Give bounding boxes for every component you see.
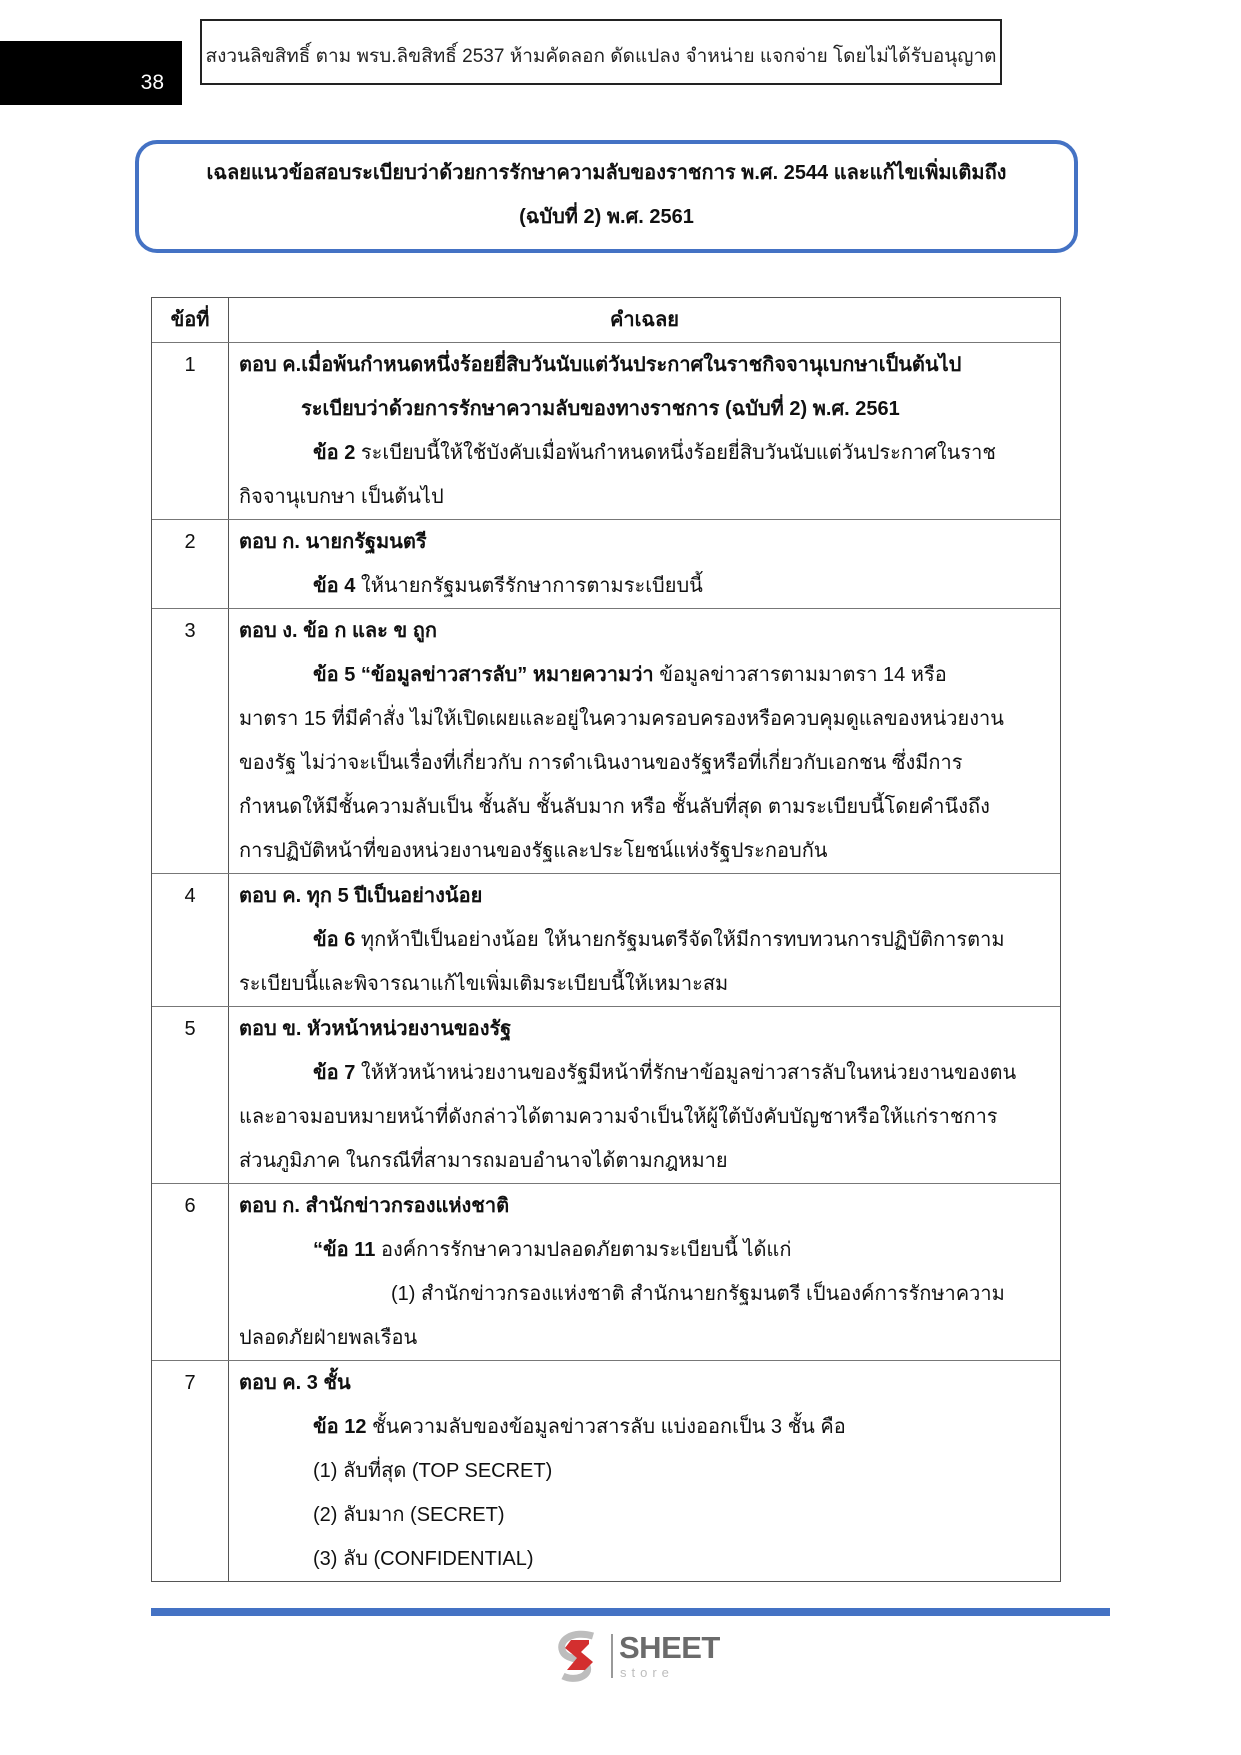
answer-bold-text: ข้อ 6 — [313, 929, 356, 951]
answer-bold-text: ตอบ ค.เมื่อพ้นกำหนดหนึ่งร้อยยี่สิบวันนับแต่วันประกาศในราชกิจจานุเบกษาเป็นต้นไป — [239, 354, 962, 376]
question-number: 1 — [152, 343, 229, 519]
answer-line — [239, 1316, 1050, 1360]
answer-text: กำหนดให้มีชั้นความลับเป็น ชั้นลับ ชั้นลับมาก หรือ ชั้นลับที่สุด ตามระเบียบนี้โดยคำนึงถึง — [239, 796, 990, 818]
logo-separator — [611, 1634, 613, 1678]
answer-line — [239, 1493, 1050, 1537]
answer-line — [239, 1007, 1050, 1051]
table-row — [152, 1006, 1060, 1183]
answer-text: ทุกห้าปีเป็นอย่างน้อย ให้นายกรัฐมนตรีจัดให้มีการทบทวนการปฏิบัติการตาม — [355, 929, 1005, 951]
page-number-block — [0, 41, 182, 105]
answer-line — [239, 431, 1050, 475]
answer-bold-text: ตอบ ค. ทุก 5 ปีเป็นอย่างน้อย — [239, 885, 483, 907]
answer-bold-text: ระเบียบว่าด้วยการรักษาความลับของทางราชการ (ฉบับที่ 2) พ.ศ. 2561 — [301, 398, 900, 420]
header-question-number: ข้อที่ — [152, 298, 229, 342]
answer-line — [239, 785, 1050, 829]
answer-line — [239, 609, 1050, 653]
answer-text: กิจจานุเบกษา เป็นต้นไป — [239, 486, 444, 508]
answer-text: มาตรา 15 ที่มีคำสั่ง ไม่ให้เปิดเผยและอยู่ในความครอบครองหรือควบคุมดูแลของหน่วยงาน — [239, 708, 1004, 730]
answer-line — [239, 1537, 1050, 1581]
answer-line — [239, 1051, 1050, 1095]
answer-line — [239, 962, 1050, 1006]
answer-text: (3) ลับ (CONFIDENTIAL) — [313, 1548, 534, 1570]
answer-cell — [229, 1361, 1060, 1581]
answer-line — [239, 653, 1050, 697]
answer-cell — [229, 874, 1060, 1006]
question-number: 6 — [152, 1184, 229, 1360]
sheet-store-logo — [553, 1630, 723, 1684]
sheet-store-s-icon — [553, 1630, 607, 1684]
table-row — [152, 1360, 1060, 1581]
answer-cell — [229, 1007, 1060, 1183]
answer-cell — [229, 609, 1060, 873]
answer-text: การปฏิบัติหน้าที่ของหน่วยงานของรัฐและประโยชน์แห่งรัฐประกอบกัน — [239, 840, 828, 862]
table-row — [152, 342, 1060, 519]
answer-text: ให้นายกรัฐมนตรีรักษาการตามระเบียบนี้ — [355, 575, 703, 597]
answer-bold-text: ตอบ ก. นายกรัฐมนตรี — [239, 531, 427, 553]
answer-cell — [229, 520, 1060, 608]
answer-text: ชั้นความลับของข้อมูลข่าวสารลับ แบ่งออกเป็น 3 ชั้น คือ — [366, 1416, 846, 1438]
answer-line — [239, 1139, 1050, 1183]
answer-line — [239, 918, 1050, 962]
title-line-1: เฉลยแนวข้อสอบระเบียบว่าด้วยการรักษาความลับของราชการ พ.ศ. 2544 และแก้ไขเพิ่มเติมถึง — [206, 162, 1007, 184]
answer-bold-text: ข้อ 4 — [313, 575, 356, 597]
answer-line — [239, 520, 1050, 564]
copyright-notice: สงวนลิขสิทธิ์ ตาม พรบ.ลิขสิทธิ์ 2537 ห้ามคัดลอก ดัดแปลง จำหน่าย แจกจ่าย โดยไม่ได้รับอนุญาต — [200, 19, 1002, 85]
answer-bold-text: ข้อ 2 — [313, 442, 356, 464]
answer-line — [239, 1405, 1050, 1449]
answer-bold-text: ข้อ 5 “ข้อมูลข่าวสารลับ” หมายความว่า — [313, 664, 654, 686]
footer-divider — [151, 1608, 1110, 1616]
logo-subtext: store — [620, 1665, 674, 1680]
answer-line — [239, 1361, 1050, 1405]
answer-line — [239, 387, 1050, 431]
table-header-row — [152, 298, 1060, 342]
answer-table — [151, 297, 1061, 1582]
answer-cell — [229, 343, 1060, 519]
answer-line — [239, 475, 1050, 519]
answer-line — [239, 564, 1050, 608]
answer-line — [239, 874, 1050, 918]
document-title — [135, 140, 1078, 253]
answer-line — [239, 1095, 1050, 1139]
answer-bold-text: ข้อ 7 — [313, 1062, 356, 1084]
answer-line — [239, 741, 1050, 785]
table-row — [152, 873, 1060, 1006]
question-number: 5 — [152, 1007, 229, 1183]
table-row — [152, 1183, 1060, 1360]
answer-text: ระเบียบนี้และพิจารณาแก้ไขเพิ่มเติมระเบียบนี้ให้เหมาะสม — [239, 973, 729, 995]
answer-line — [239, 1228, 1050, 1272]
question-number: 3 — [152, 609, 229, 873]
header-answer: คำเฉลย — [609, 309, 680, 331]
logo-text: SHEET — [619, 1630, 720, 1665]
answer-text: (1) สำนักข่าวกรองแห่งชาติ สำนักนายกรัฐมนตรี เป็นองค์การรักษาความ — [391, 1283, 1005, 1305]
answer-text: (2) ลับมาก (SECRET) — [313, 1504, 505, 1526]
answer-bold-text: “ข้อ 11 — [313, 1239, 376, 1261]
answer-text: ปลอดภัยฝ่ายพลเรือน — [239, 1327, 418, 1349]
answer-cell — [229, 1184, 1060, 1360]
answer-line — [239, 829, 1050, 873]
answer-bold-text: ตอบ ข. หัวหน้าหน่วยงานของรัฐ — [239, 1018, 512, 1040]
answer-line — [239, 343, 1050, 387]
question-number: 7 — [152, 1361, 229, 1581]
answer-text: และอาจมอบหมายหน้าที่ดังกล่าวได้ตามความจำเป็นให้ผู้ใต้บังคับบัญชาหรือให้แก่ราชการ — [239, 1106, 998, 1128]
answer-text: ข้อมูลข่าวสารตามมาตรา 14 หรือ — [653, 664, 947, 686]
answer-bold-text: ตอบ ก. สำนักข่าวกรองแห่งชาติ — [239, 1195, 510, 1217]
answer-bold-text: ข้อ 12 — [313, 1416, 367, 1438]
answer-text: ระเบียบนี้ให้ใช้บังคับเมื่อพ้นกำหนดหนึ่งร้อยยี่สิบวันนับแต่วันประกาศในราช — [355, 442, 996, 464]
answer-line — [239, 1449, 1050, 1493]
answer-line — [239, 1272, 1050, 1316]
answer-text: ส่วนภูมิภาค ในกรณีที่สามารถมอบอำนาจได้ตามกฎหมาย — [239, 1150, 728, 1172]
table-row — [152, 608, 1060, 873]
title-line-2: (ฉบับที่ 2) พ.ศ. 2561 — [519, 206, 694, 228]
answer-text: ให้หัวหน้าหน่วยงานของรัฐมีหน้าที่รักษาข้อมูลข่าวสารลับในหน่วยงานของตน — [355, 1062, 1017, 1084]
question-number: 2 — [152, 520, 229, 608]
answer-line — [239, 1184, 1050, 1228]
page-number: 38 — [140, 71, 164, 94]
answer-bold-text: ตอบ ค. 3 ชั้น — [239, 1372, 351, 1394]
answer-line — [239, 697, 1050, 741]
answer-text: (1) ลับที่สุด (TOP SECRET) — [313, 1460, 553, 1482]
answer-text: ของรัฐ ไม่ว่าจะเป็นเรื่องที่เกี่ยวกับ การดำเนินงานของรัฐหรือที่เกี่ยวกับเอกชน ซึ่งมีการ — [239, 752, 963, 774]
answer-text: องค์การรักษาความปลอดภัยตามระเบียบนี้ ได้แก่ — [375, 1239, 792, 1261]
answer-bold-text: ตอบ ง. ข้อ ก และ ข ถูก — [239, 620, 437, 642]
question-number: 4 — [152, 874, 229, 1006]
table-row — [152, 519, 1060, 608]
